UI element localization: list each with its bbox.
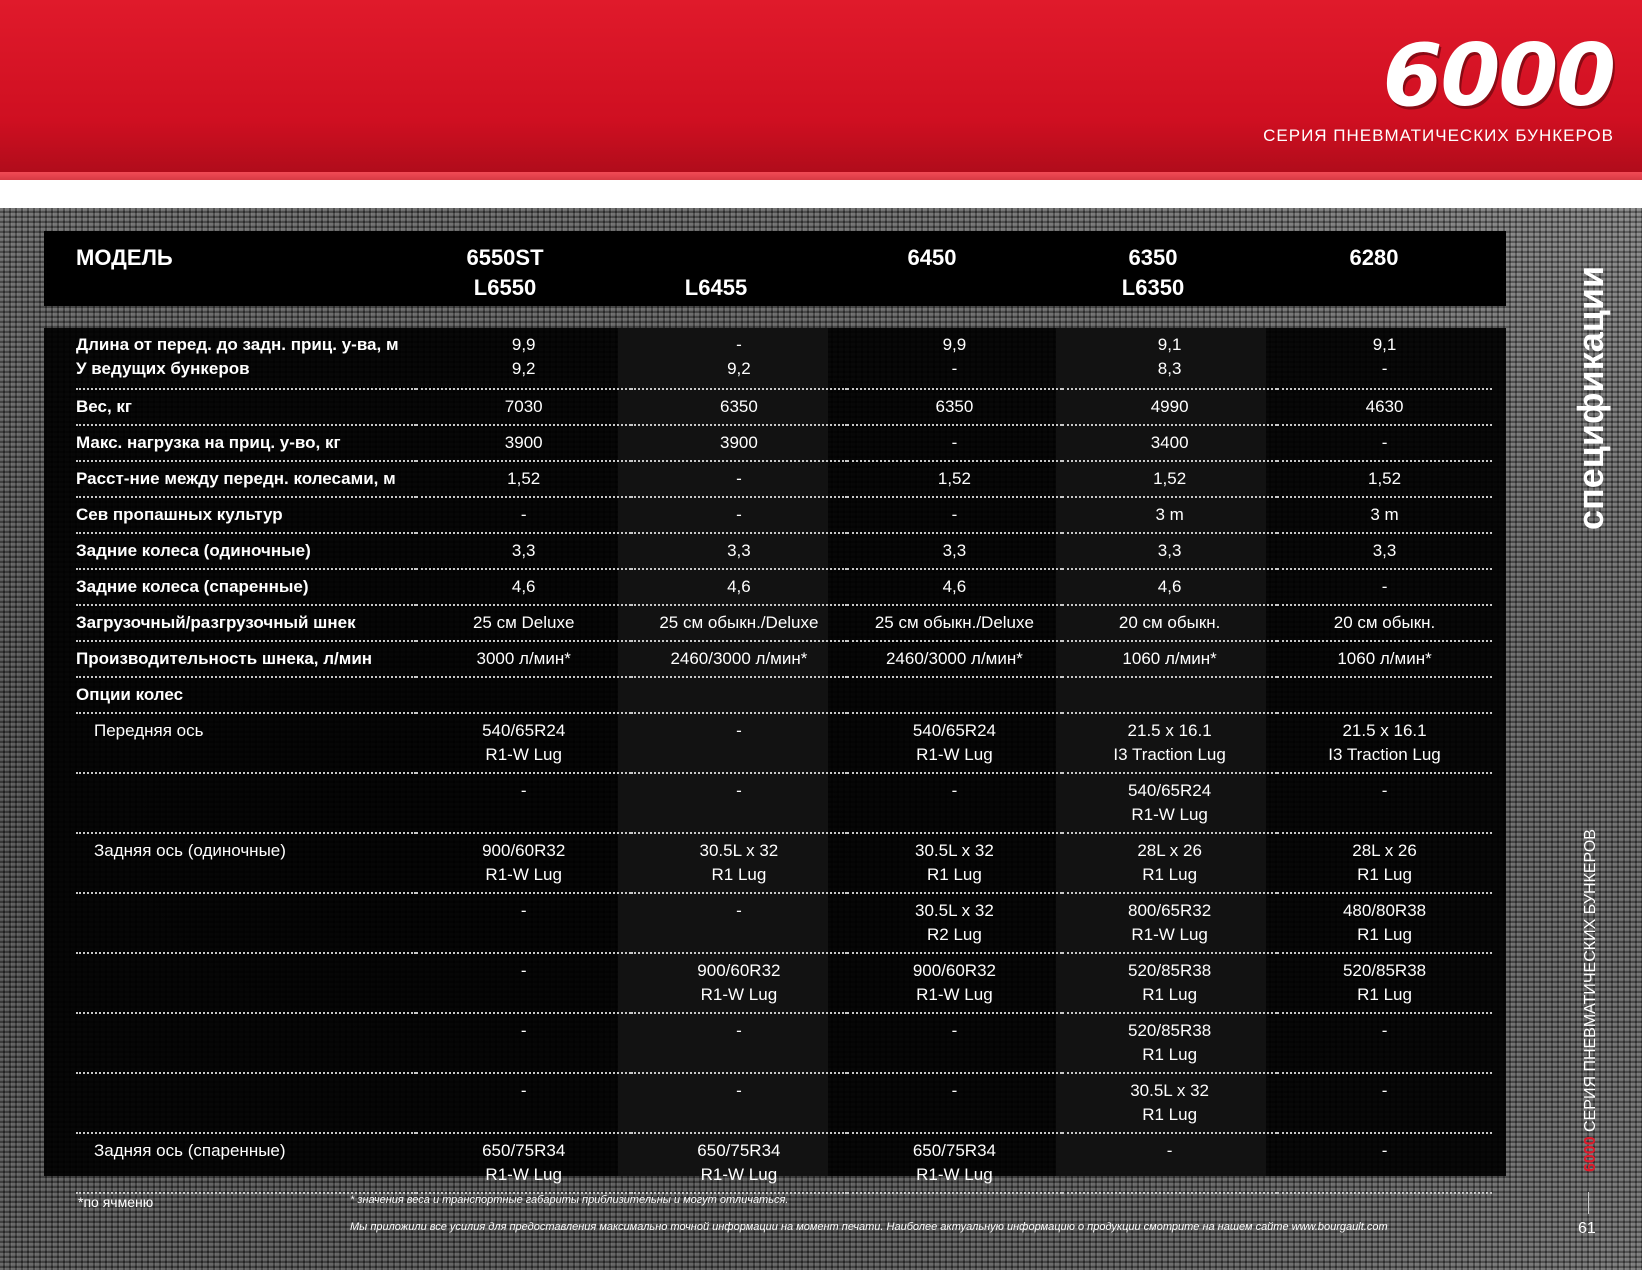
model-6450: 6450 — [907, 245, 957, 270]
cell-value — [847, 677, 1063, 713]
cell-value: - — [1277, 425, 1492, 461]
cell-value: 7030 — [416, 389, 631, 425]
table-row — [76, 713, 1492, 773]
white-band — [0, 180, 1642, 208]
row-label: Задняя ось (спаренные) — [76, 1133, 416, 1193]
cell-value: 20 см обыкн. — [1277, 605, 1492, 641]
cell-value: 9,1 8,3 — [1062, 328, 1277, 389]
cell-value: 4990 — [1062, 389, 1277, 425]
cell-value: - — [631, 1073, 847, 1133]
cell-value: - — [1277, 1133, 1492, 1193]
section-title-vertical: спецификации — [1570, 265, 1611, 530]
cell-value: 21.5 x 16.1 I3 Traction Lug — [1277, 713, 1492, 773]
cell-value: 3,3 — [631, 533, 847, 569]
series-label-vertical — [1582, 829, 1600, 1172]
table-row — [76, 833, 1492, 893]
table-row — [76, 328, 1492, 389]
cell-value: 480/80R38 R1 Lug — [1277, 893, 1492, 953]
row-label: Задние колеса (спаренные) — [76, 569, 416, 605]
cell-value: 1,52 — [1277, 461, 1492, 497]
cell-value: 3,3 — [1062, 533, 1277, 569]
cell-value: - — [631, 1013, 847, 1073]
cell-value: 9,1 - — [1277, 328, 1492, 389]
row-label: Задние колеса (одиночные) — [76, 533, 416, 569]
cell-value: 3 m — [1062, 497, 1277, 533]
cell-value: 900/60R32 R1-W Lug — [631, 953, 847, 1013]
cell-value: 540/65R24 R1-W Lug — [847, 713, 1063, 773]
cell-value: 30.5L x 32 R1 Lug — [1062, 1073, 1277, 1133]
cell-value: - — [847, 1073, 1063, 1133]
cell-value: 25 см Deluxe — [416, 605, 631, 641]
series-number-small: 6000 — [1582, 1136, 1599, 1172]
table-row — [76, 461, 1492, 497]
cell-value: - — [631, 893, 847, 953]
cell-value: - — [847, 497, 1063, 533]
footnote-weights: * значения веса и транспортные габариты приблизительны и могут отличаться. — [350, 1194, 789, 1206]
table-row — [76, 389, 1492, 425]
cell-value: - — [631, 713, 847, 773]
cell-value: 6350 — [631, 389, 847, 425]
cell-value: 20 см обыкн. — [1062, 605, 1277, 641]
cell-value: - — [1277, 1013, 1492, 1073]
table-row — [76, 605, 1492, 641]
cell-value: 4,6 — [416, 569, 631, 605]
cell-value: 30.5L x 32 R1 Lug — [847, 833, 1063, 893]
cell-value: 1,52 — [847, 461, 1063, 497]
cell-value: - — [1062, 1133, 1277, 1193]
cell-value: 900/60R32 R1-W Lug — [847, 953, 1063, 1013]
cell-value: 540/65R24 R1-W Lug — [1062, 773, 1277, 833]
cell-value: - — [847, 773, 1063, 833]
page-divider — [1588, 1192, 1589, 1214]
cell-value: - — [1277, 1073, 1492, 1133]
table-row — [76, 1133, 1492, 1193]
cell-value: 520/85R38 R1 Lug — [1062, 1013, 1277, 1073]
table-row — [76, 1073, 1492, 1133]
cell-value: 4630 — [1277, 389, 1492, 425]
cell-value: - — [847, 425, 1063, 461]
cell-value: 6350 — [847, 389, 1063, 425]
table-row — [76, 677, 1492, 713]
cell-value: - — [1277, 773, 1492, 833]
cell-value: 800/65R32 R1-W Lug — [1062, 893, 1277, 953]
table-row — [76, 497, 1492, 533]
cell-value — [631, 677, 847, 713]
cell-value: 3,3 — [1277, 533, 1492, 569]
model-6550st: 6550ST — [466, 245, 544, 270]
cell-value: - — [416, 1013, 631, 1073]
table-row — [76, 1013, 1492, 1073]
model-6280: 6280 — [1349, 245, 1399, 270]
row-label: Расст-ние между передн. колесами, м — [76, 461, 416, 497]
cell-value: 520/85R38 R1 Lug — [1277, 953, 1492, 1013]
cell-value: - — [416, 953, 631, 1013]
cell-value: - — [416, 497, 631, 533]
cell-value — [1062, 677, 1277, 713]
cell-value: 1060 л/мин* — [1062, 641, 1277, 677]
model-label: МОДЕЛЬ — [76, 245, 173, 270]
row-label: Длина от перед. до задн. приц. у-ва, м У ведущих бункеров — [76, 328, 416, 389]
series-number-logo: 6000 — [1382, 26, 1614, 126]
cell-value: 4,6 — [631, 569, 847, 605]
model-header-bar — [44, 231, 1506, 306]
page-number: 61 — [1578, 1220, 1596, 1237]
table-row — [76, 773, 1492, 833]
table-row — [76, 893, 1492, 953]
row-label: Макс. нагрузка на приц. у-во, кг — [76, 425, 416, 461]
row-label — [76, 1073, 416, 1133]
table-row — [76, 425, 1492, 461]
cell-value: 650/75R34 R1-W Lug — [416, 1133, 631, 1193]
row-label: Сев пропашных культур — [76, 497, 416, 533]
series-subtitle: СЕРИЯ ПНЕВМАТИЧЕСКИХ БУНКЕРОВ — [1263, 126, 1614, 145]
model-l6350: L6350 — [1121, 275, 1185, 300]
cell-value: 25 см обыкн./Deluxe — [631, 605, 847, 641]
footnote-barley: *по ячменю — [78, 1194, 154, 1210]
cell-value: 1060 л/мин* — [1277, 641, 1492, 677]
cell-value: - — [1277, 569, 1492, 605]
cell-value: - — [416, 1073, 631, 1133]
cell-value: 1,52 — [1062, 461, 1277, 497]
cell-value: 3 m — [1277, 497, 1492, 533]
header-strip — [0, 172, 1642, 180]
cell-value: 540/65R24 R1-W Lug — [416, 713, 631, 773]
cell-value: 3,3 — [847, 533, 1063, 569]
cell-value: 1,52 — [416, 461, 631, 497]
table-row — [76, 569, 1492, 605]
cell-value: 3900 — [416, 425, 631, 461]
cell-value — [416, 677, 631, 713]
cell-value: 9,9 9,2 — [416, 328, 631, 389]
row-label — [76, 953, 416, 1013]
row-label: Задняя ось (одиночные) — [76, 833, 416, 893]
model-l6550: L6550 — [473, 275, 537, 300]
row-label: Опции колес — [76, 677, 416, 713]
row-label: Вес, кг — [76, 389, 416, 425]
model-6350: 6350 — [1128, 245, 1178, 270]
cell-value: 28L x 26 R1 Lug — [1062, 833, 1277, 893]
cell-value: - — [631, 497, 847, 533]
cell-value: 30.5L x 32 R2 Lug — [847, 893, 1063, 953]
cell-value: 3,3 — [416, 533, 631, 569]
row-label — [76, 1013, 416, 1073]
cell-value: 25 см обыкн./Deluxe — [847, 605, 1063, 641]
cell-value: - 9,2 — [631, 328, 847, 389]
row-label: Загрузочный/разгрузочный шнек — [76, 605, 416, 641]
cell-value: 2460/3000 л/мин* — [631, 641, 847, 677]
row-label: Производительность шнека, л/мин — [76, 641, 416, 677]
cell-value: 2460/3000 л/мин* — [847, 641, 1063, 677]
cell-value: - — [631, 461, 847, 497]
cell-value: 3900 — [631, 425, 847, 461]
row-label — [76, 773, 416, 833]
cell-value: - — [416, 773, 631, 833]
cell-value: 9,9 - — [847, 328, 1063, 389]
table-row — [76, 533, 1492, 569]
cell-value: 4,6 — [847, 569, 1063, 605]
cell-value: - — [847, 1013, 1063, 1073]
cell-value: - — [631, 773, 847, 833]
cell-value: 650/75R34 R1-W Lug — [847, 1133, 1063, 1193]
row-label — [76, 893, 416, 953]
cell-value: 900/60R32 R1-W Lug — [416, 833, 631, 893]
table-row — [76, 641, 1492, 677]
cell-value: 520/85R38 R1 Lug — [1062, 953, 1277, 1013]
cell-value: 3400 — [1062, 425, 1277, 461]
cell-value: 30.5L x 32 R1 Lug — [631, 833, 847, 893]
spec-table-panel — [44, 328, 1506, 1184]
cell-value: 21.5 x 16.1 I3 Traction Lug — [1062, 713, 1277, 773]
cell-value: 4,6 — [1062, 569, 1277, 605]
row-label: Передняя ось — [76, 713, 416, 773]
cell-value — [1277, 677, 1492, 713]
cell-value: 3000 л/мин* — [416, 641, 631, 677]
model-l6455: L6455 — [684, 275, 748, 300]
table-row — [76, 953, 1492, 1013]
cell-value: 650/75R34 R1-W Lug — [631, 1133, 847, 1193]
cell-value: - — [416, 893, 631, 953]
series-label-text: СЕРИЯ ПНЕВМАТИЧЕСКИХ БУНКЕРОВ — [1582, 829, 1599, 1132]
cell-value: 28L x 26 R1 Lug — [1277, 833, 1492, 893]
footnote-disclaimer: Мы приложили все усилия для предоставления максимально точной информации на момент печати. Наиболее актуальную информацию о продукции смотрите на нашем сайте www.bourgault.com — [350, 1221, 1388, 1233]
spec-table — [76, 328, 1492, 1194]
